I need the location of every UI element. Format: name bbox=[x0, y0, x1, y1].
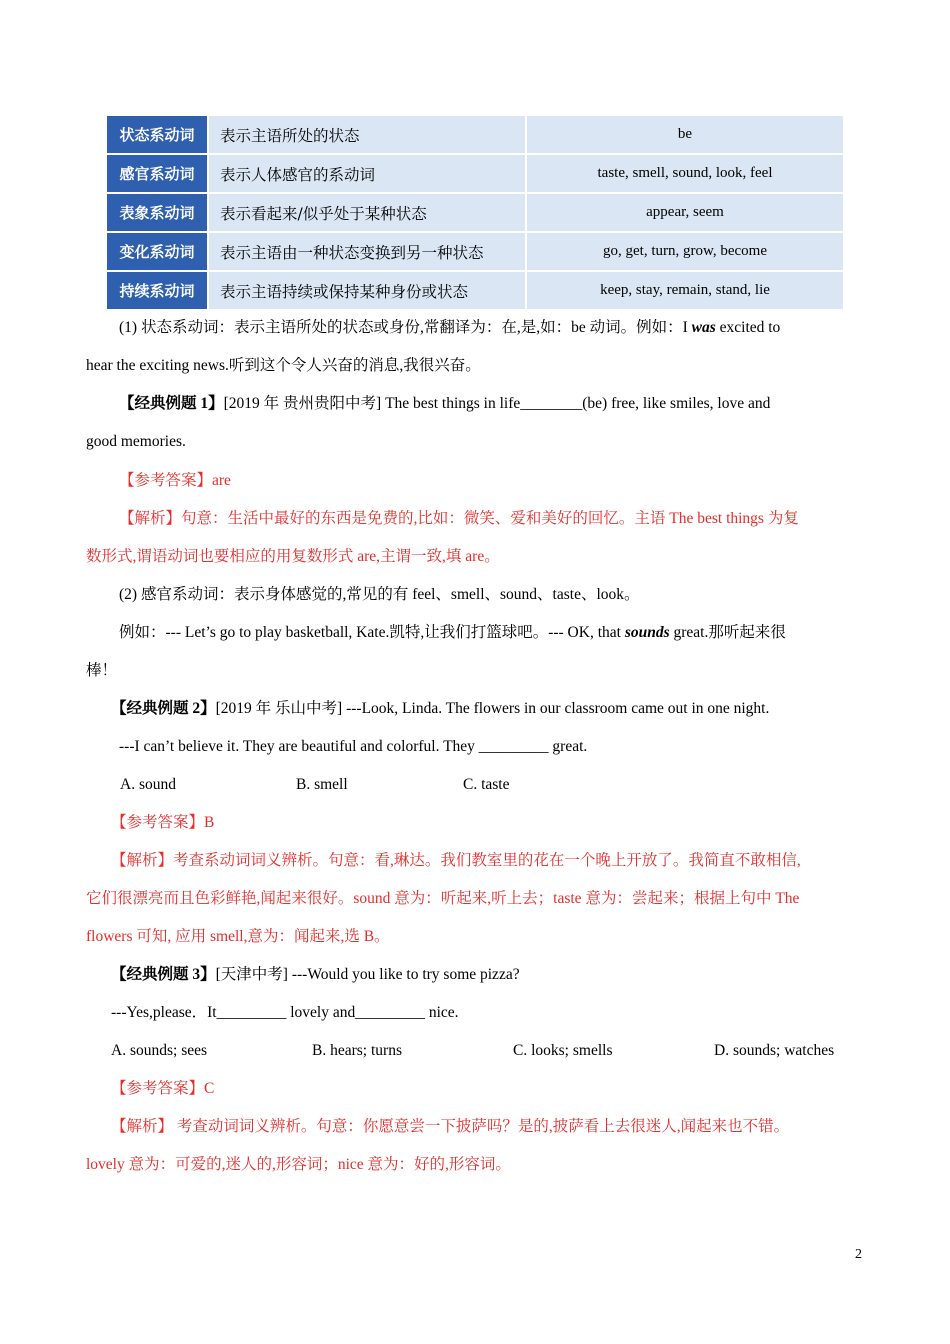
table-row bbox=[107, 116, 843, 153]
verb-type: 持续系动词 bbox=[107, 272, 209, 309]
verb-examples: be bbox=[527, 116, 843, 153]
verb-type: 感官系动词 bbox=[107, 155, 209, 192]
example2-analysis-line2: 它们很漂亮而且色彩鲜艳,闻起来很好。sound 意为：听起来,听上去；taste 意为：尝起来；根据上句中 The bbox=[86, 890, 800, 907]
option-c: C. looks; smells bbox=[513, 1042, 613, 1059]
example2-question-cont: ---I can’t believe it. They are beautiful and colorful. They _________ great. bbox=[119, 738, 588, 755]
example3-question bbox=[111, 963, 891, 987]
example1-question bbox=[119, 392, 899, 416]
section1-line2: hear the exciting news.听到这个令人兴奋的消息,我很兴奋。 bbox=[86, 357, 481, 374]
page-number: 2 bbox=[855, 1247, 862, 1262]
verb-description: 表示主语所处的状态 bbox=[209, 116, 527, 153]
section2-line3: 棒！ bbox=[86, 662, 118, 679]
verb-description: 表示人体感官的系动词 bbox=[209, 155, 527, 192]
example2-analysis-line3: flowers 可知, 应用 smell,意为：闻起来,选 B。 bbox=[86, 928, 390, 945]
option-b: B. smell bbox=[296, 776, 348, 793]
section1-line1 bbox=[119, 316, 899, 340]
example-tag: 【经典例题 2】 bbox=[111, 700, 216, 717]
verb-type: 变化系动词 bbox=[107, 233, 209, 270]
example-tag: 【经典例题 1】 bbox=[119, 395, 224, 412]
verb-description: 表示看起来/似乎处于某种状态 bbox=[209, 194, 527, 231]
example-tag: 【经典例题 3】 bbox=[111, 966, 216, 983]
example1-answer: 【参考答案】are bbox=[119, 472, 231, 489]
example1-question-cont: good memories. bbox=[86, 433, 186, 450]
table-row bbox=[107, 272, 843, 309]
table-row bbox=[107, 155, 843, 192]
verb-examples: keep, stay, remain, stand, lie bbox=[527, 272, 843, 309]
linking-verb-table bbox=[107, 114, 843, 311]
text: [天津中考] ---Would you like to try some pizza? bbox=[215, 966, 520, 983]
option-a: A. sound bbox=[120, 776, 176, 793]
option-a: A. sounds; sees bbox=[111, 1042, 208, 1059]
option-c: C. taste bbox=[463, 776, 510, 793]
verb-examples: appear, seem bbox=[527, 194, 843, 231]
example2-answer: 【参考答案】B bbox=[111, 814, 215, 831]
table-row bbox=[107, 194, 843, 231]
emphasis-word: sounds bbox=[624, 624, 670, 641]
example3-analysis-line1: 【解析】 考查动词词义辨析。句意：你愿意尝一下披萨吗？是的,披萨看上去很迷人,闻起来也不错。 bbox=[111, 1118, 790, 1135]
example2-question bbox=[111, 697, 891, 721]
verb-description: 表示主语持续或保持某种身份或状态 bbox=[209, 272, 527, 309]
example3-answer: 【参考答案】C bbox=[111, 1080, 215, 1097]
option-b: B. hears; turns bbox=[312, 1042, 402, 1059]
example1-analysis-line1: 【解析】句意：生活中最好的东西是免费的,比如：微笑、爱和美好的回忆。主语 The best things 为复 bbox=[119, 510, 799, 527]
example3-question-cont: ---Yes,please．It_________ lovely and_________ nice. bbox=[111, 1004, 459, 1021]
text: [2019 年 乐山中考] ---Look, Linda. The flowers in our classroom came out in one night. bbox=[215, 700, 770, 717]
verb-description: 表示主语由一种状态变换到另一种状态 bbox=[209, 233, 527, 270]
section2-line2 bbox=[119, 621, 899, 645]
verb-examples: taste, smell, sound, look, feel bbox=[527, 155, 843, 192]
text: excited to bbox=[715, 319, 781, 336]
verb-examples: go, get, turn, grow, become bbox=[527, 233, 843, 270]
text: great.那听起来很 bbox=[669, 624, 786, 641]
option-d: D. sounds; watches bbox=[714, 1042, 835, 1059]
example2-analysis-line1: 【解析】考查系动词词义辨析。句意：看,琳达。我们教室里的花在一个晚上开放了。我简直不敢相信, bbox=[111, 852, 801, 869]
table-row bbox=[107, 233, 843, 270]
section2-line1: (2) 感官系动词：表示身体感觉的,常见的有 feel、smell、sound、taste、look。 bbox=[119, 586, 640, 603]
text: 例如：--- Let’s go to play basketball, Kate.凯特,让我们打篮球吧。--- OK, that bbox=[119, 624, 625, 641]
emphasis-word: was bbox=[691, 319, 716, 336]
example1-analysis-line2: 数形式,谓语动词也要相应的用复数形式 are,主谓一致,填 are。 bbox=[86, 548, 500, 565]
verb-type: 表象系动词 bbox=[107, 194, 209, 231]
text: [2019 年 贵州贵阳中考] The best things in life________(be) free, like smiles, love and bbox=[223, 395, 771, 412]
text: (1) 状态系动词：表示主语所处的状态或身份,常翻译为：在,是,如：be 动词。例如：I bbox=[119, 319, 692, 336]
verb-type: 状态系动词 bbox=[107, 116, 209, 153]
example3-analysis-line2: lovely 意为：可爱的,迷人的,形容词；nice 意为：好的,形容词。 bbox=[86, 1156, 511, 1173]
